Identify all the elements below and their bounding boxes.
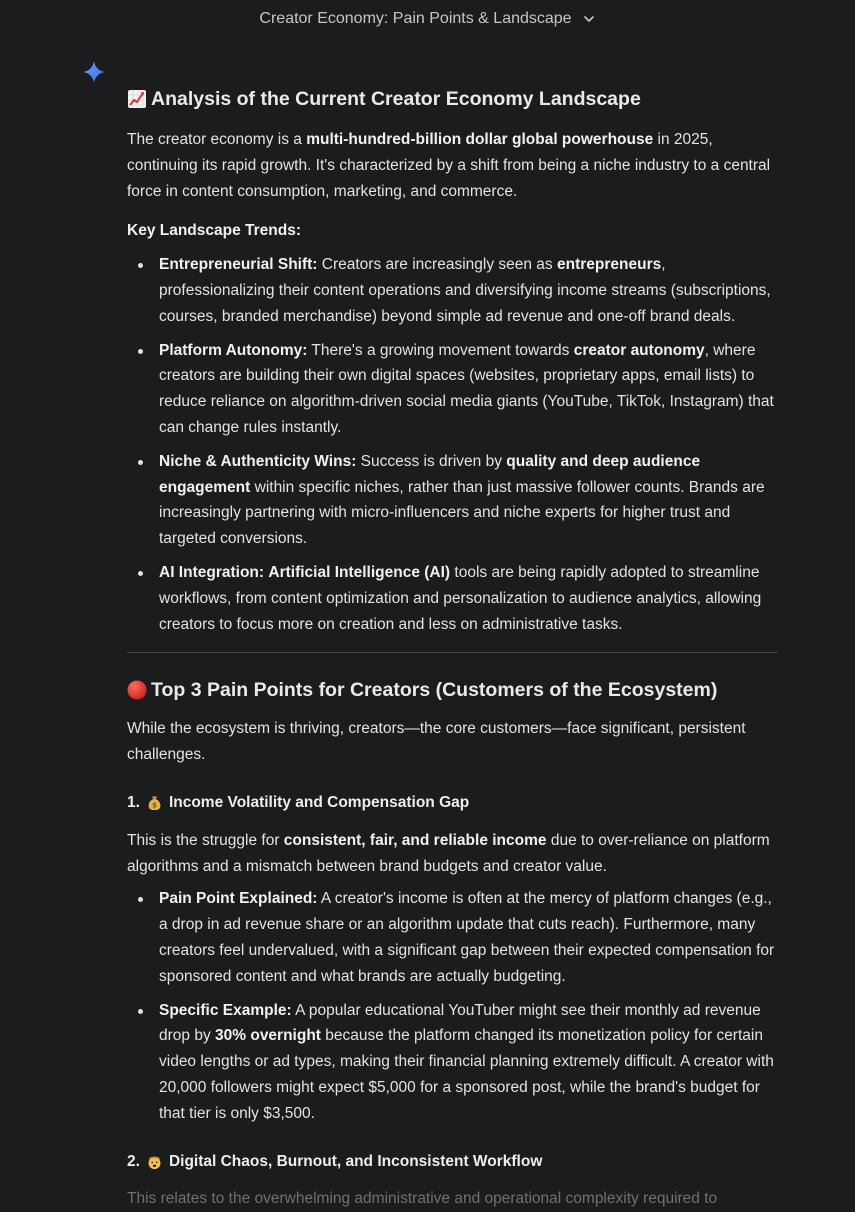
pain-points-intro: While the ecosystem is thriving, creators—the core customers—face significant, persistent challenges. — [127, 720, 746, 764]
money-bag-emoji — [146, 794, 163, 811]
pain-point-1-list — [127, 886, 779, 1126]
section-heading-pain-points: Top 3 Pain Points for Creators (Customers of the Ecosystem) — [127, 674, 779, 706]
chart-increasing-emoji — [127, 89, 147, 109]
conversation-title: Creator Economy: Pain Points & Landscape — [259, 10, 572, 27]
section-divider — [127, 652, 778, 653]
pain-point-1-heading: 1. $ Income Volatility and Compensation Gap — [127, 793, 470, 811]
section-heading-landscape: Analysis of the Current Creator Economy Landscape — [127, 83, 779, 115]
trends-label: Key Landscape Trends: — [127, 222, 302, 240]
list-item: Pain Point Explained: A creator's income is often at the mercy of platform changes (e.g., a drop in ad revenue share or an algorithm update that cuts reach). Furthermore, many creators feel undervalued, with a significant gap between their expected compensation for sponsored content and what brands are actually budgeting. — [127, 886, 779, 989]
top-bar — [0, 0, 855, 36]
red-circle-emoji — [127, 680, 147, 700]
response-content — [127, 82, 779, 1212]
list-item: AI Integration: Artificial Intelligence (AI) tools are being rapidly adopted to streamline workflows, from content optimization and personalization to audience analytics, allowing creators to focus more on creation and less on administrative tasks. — [127, 560, 779, 637]
chevron-down-icon — [582, 12, 596, 26]
list-item: Platform Autonomy: There's a growing movement towards creator autonomy, where creators are building their own digital spaces (websites, proprietary apps, email lists) to reduce reliance on algorithm-driven social media giants (YouTube, TikTok, Instagram) that can change rules instantly. — [127, 338, 779, 441]
svg-text:$: $ — [152, 801, 157, 810]
trends-list — [127, 252, 779, 637]
list-item: Specific Example: A popular educational YouTuber might see their monthly ad revenue drop by 30% overnight because the platform changed its monetization policy for certain video lengths or ad types, making their financial planning extremely difficult. A creator with 20,000 followers might expect $5,000 for a sponsored post, while the brand's budget for that tier is only $3,500. — [127, 998, 779, 1127]
pain-point-2-heading: 2. Digital Chaos, Burnout, and Inconsistent Workflow — [127, 1152, 543, 1170]
list-item: Entrepreneurial Shift: Creators are increasingly seen as entrepreneurs, professionalizing their content operations and diversifying income streams (subscriptions, courses, branded merchandise) beyond simple ad revenue and one-off brand deals. — [127, 252, 779, 329]
gemini-sparkle-icon — [82, 60, 106, 84]
pain-point-1-description: This is the struggle for consistent, fair, and reliable income due to over-reliance on platform algorithms and a mismatch between brand budgets and creator value. — [127, 831, 770, 875]
list-item: Niche & Authenticity Wins: Success is driven by quality and deep audience engagement within specific niches, rather than just massive follower counts. Brands are increasingly partnering with micro-influencers and niche experts for higher trust and targeted conversions. — [127, 449, 779, 552]
landscape-intro: The creator economy is a multi-hundred-billion dollar global powerhouse in 2025, continuing its rapid growth. It's characterized by a shift from being a niche industry to a central force in content consumption, marketing, and commerce. — [127, 131, 771, 200]
conversation-title-dropdown[interactable] — [259, 8, 595, 28]
pain-point-2-description: This relates to the overwhelming administrative and operational complexity required to — [127, 1190, 718, 1208]
exploding-head-emoji — [146, 1153, 163, 1170]
